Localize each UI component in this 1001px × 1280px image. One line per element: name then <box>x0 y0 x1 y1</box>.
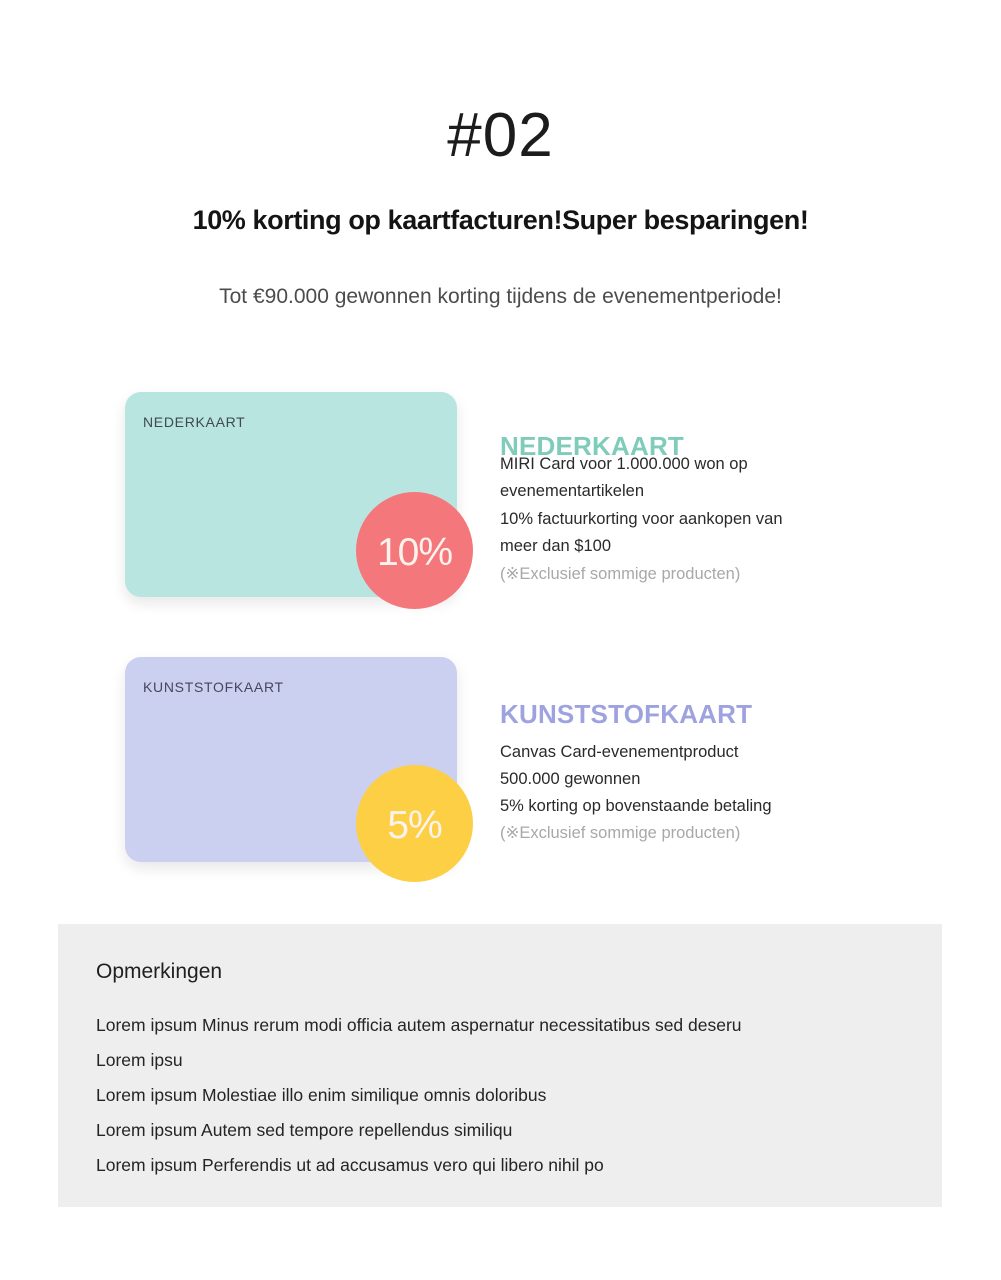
notes-title: Opmerkingen <box>96 960 223 983</box>
notes-panel <box>58 924 942 1207</box>
benefit-detail-kunststofkaart <box>500 700 920 847</box>
page-subtitle: Tot €90.000 gewonnen korting tijdens de evenementperiode! <box>219 285 782 308</box>
benefit-line: 10% factuurkorting voor aankopen van <box>500 509 783 528</box>
benefit-description <box>500 739 920 847</box>
benefit-line: 500.000 gewonnen <box>500 769 641 788</box>
discount-badge-label: 10% <box>376 531 453 574</box>
benefit-heading: NEDERKAART <box>500 431 684 461</box>
card-label: KUNSTSTOFKAART <box>143 679 284 695</box>
list-item: Lorem ipsum Molestiae illo enim similique omnis doloribus <box>96 1085 547 1105</box>
discount-badge-10 <box>356 492 473 609</box>
benefit-line: meer dan $100 <box>500 537 611 556</box>
list-item: Lorem ipsum Autem sed tempore repellendus similiqu <box>96 1120 513 1140</box>
benefit-detail-nederkaart <box>500 432 920 588</box>
promo-number: #02 <box>447 101 554 170</box>
discount-badge-label: 5% <box>387 804 442 847</box>
notes-list <box>96 1008 916 1183</box>
benefit-line: evenementartikelen <box>500 482 645 501</box>
benefit-line: 5% korting op bovenstaande betaling <box>500 796 772 815</box>
benefit-heading: KUNSTSTOFKAART <box>500 699 753 729</box>
benefit-description <box>500 451 920 589</box>
benefit-exclusion-note: (※Exclusief sommige producten) <box>500 823 741 842</box>
benefit-line: MIRI Card voor 1.000.000 won op <box>500 454 748 473</box>
list-item: Lorem ipsum Minus rerum modi officia autem aspernatur necessitatibus sed deseru <box>96 1015 742 1035</box>
list-item: Lorem ipsu <box>96 1050 183 1070</box>
benefit-row-kunststofkaart <box>0 657 1001 897</box>
benefit-row-nederkaart <box>0 392 1001 632</box>
benefit-exclusion-note: (※Exclusief sommige producten) <box>500 564 741 583</box>
discount-badge-5 <box>356 765 473 882</box>
benefit-line: Canvas Card-evenementproduct <box>500 742 739 761</box>
page-title: 10% korting op kaartfacturen!Super besparingen! <box>192 205 809 235</box>
card-label: NEDERKAART <box>143 414 246 430</box>
list-item: Lorem ipsum Perferendis ut ad accusamus vero qui libero nihil po <box>96 1155 604 1175</box>
